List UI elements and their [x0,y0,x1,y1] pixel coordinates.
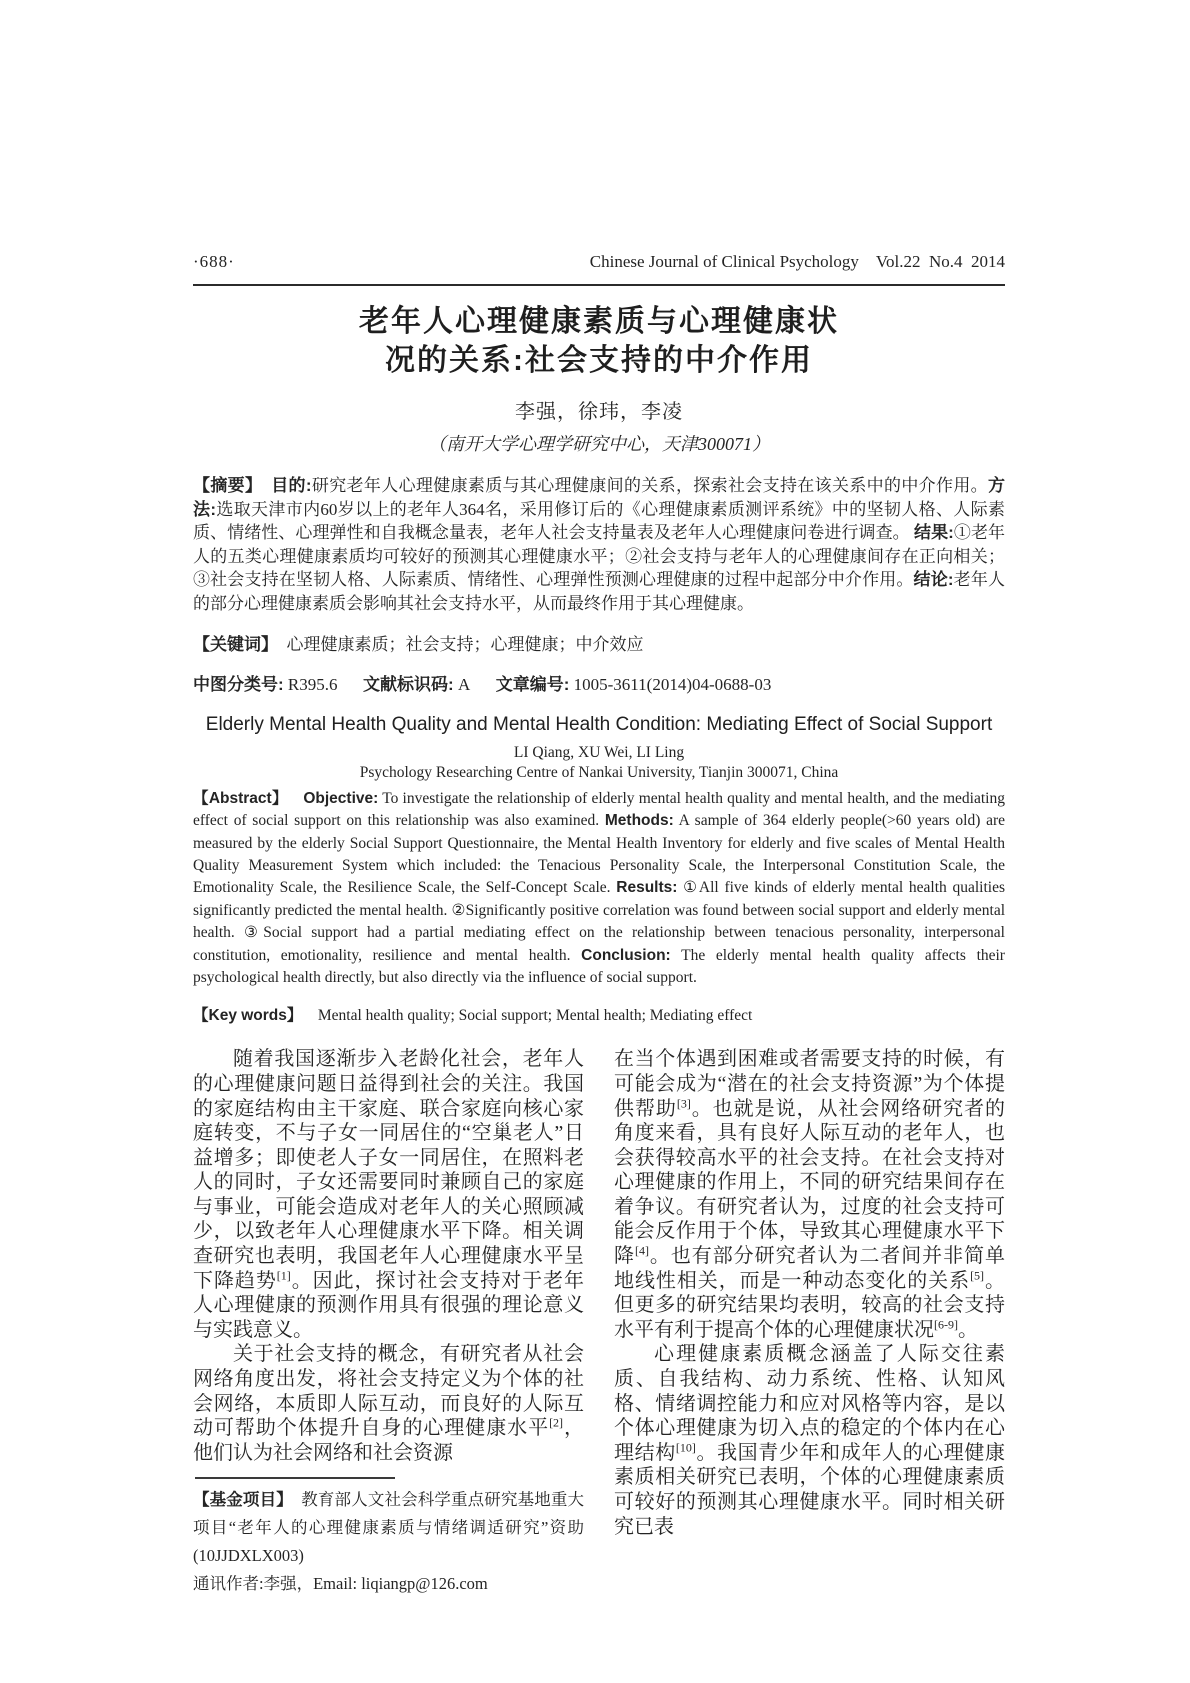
affiliation-en: Psychology Researching Centre of Nankai University, Tianjin 300071, China [359,763,839,781]
classification-line: 中图分类号: R395.6 文献标识码: A 文章编号: 1005-3611(2014)04-0688-03 [193,675,772,695]
affiliation-zh: （南开大学心理学研究中心，天津300071） [428,434,770,454]
paper-page [193,0,1005,1598]
body-paragraph: 关于社会支持的概念，有研究者从社会网络角度出发，将社会支持定义为个体的社会网络，本质即人际互动，而良好的人际互动可帮助个体提升自身的心理健康水平[2]，他们认为社会网络和社会资源 [193,1343,585,1464]
body-columns [193,1047,1005,1598]
abstract-en: 【Abstract】 Objective: To investigate the relationship of elderly mental health quality and mental health, and the mediating effect of social support on this relationship was also examined. Methods: A sample of 364 elderly people(>60 years old) are measured by the elderly Social Support Questionnaire, the Mental Health Inventory for elderly and five scales of Mental Health Quality Measurement System which included: the Tenacious Personality Scale, the Interpersonal Constitution Scale, the Emotionality Scale, the Resilience Scale, the Self-Concept Scale. Results: ①All five kinds of elderly mental health qualities significantly predicted the mental health. ②Significantly positive correlation was found between social support and elderly mental health. ③Social support had a partial mediating effect on the relationship between tenacious personality, interpersonal constitution, emotionality, resilience and mental health. Conclusion: The elderly mental health quality affects their psychological health directly, but also directly via the influence of social support. [193,789,1005,986]
keywords-zh: 【关键词】 心理健康素质；社会支持；心理健康；中介效应 [193,634,644,654]
left-column [193,1047,584,1598]
article-title-zh [193,302,1005,380]
page-number: ·688· [193,252,235,271]
article-title-zh-line2: 况的关系:社会支持的中介作用 [385,344,813,377]
body-paragraph: 在当个体遇到困难或者需要支持的时候，有可能会成为“潜在的社会支持资源”为个体提供帮助[3]。也就是说，从社会网络研究者的角度来看，具有良好人际互动的老年人，也会获得较高水平的社会支持。在社会支持对心理健康的作用上，不同的研究结果间存在着争议。有研究者认为，过度的社会支持可能会反作用于个体，导致其心理健康水平下降[4]。也有部分研究者认为二者间并非简单地线性相关，而是一种动态变化的关系[5]。但更多的研究结果均表明，较高的社会支持水平有利于提高个体的心理健康状况[6-9]。 [614,1048,1006,1341]
corresponding-author-note: 通讯作者:李强，Email: liqiangp@126.com [193,1574,488,1594]
footnote-divider [195,1477,395,1479]
authors-en: LI Qiang, XU Wei, LI Ling [513,743,685,761]
journal-name-volume: Chinese Journal of Clinical Psychology Vol.22 No.4 2014 [589,252,1005,271]
article-title-zh-line1: 老年人心理健康素质与心理健康状 [359,305,839,338]
keywords-en: 【Key words】 Mental health quality; Social support; Mental health; Mediating effect [193,1006,753,1024]
right-column [614,1047,1005,1598]
body-paragraph: 心理健康素质概念涵盖了人际交往素质、自我结构、动力系统、性格、认知风格、情绪调控能力和应对风格等内容，是以个体心理健康为切入点的稳定的个体内在心理结构[10]。我国青少年和成年人的心理健康素质相关研究已表明，个体的心理健康素质可较好的预测其心理健康水平。同时相关研究已表 [614,1343,1006,1538]
funding-note: 【基金项目】 教育部人文社会科学重点研究基地重大项目“老年人的心理健康素质与情绪调适研究”资助(10JJDXLX003) [193,1490,585,1566]
abstract-zh: 【摘要】 目的:研究老年人心理健康素质与其心理健康间的关系，探索社会支持在该关系中的中介作用。方法:选取天津市内60岁以上的老年人364名，采用修订后的《心理健康素质测评系统》中的坚韧人格、人际素质、情绪性、心理弹性和自我概念量表，老年人社会支持量表及老年人心理健康问卷进行调查。 结果:①老年人的五类心理健康素质均可较好的预测其心理健康水平；②社会支持与老年人的心理健康间存在正向相关；③社会支持在坚韧人格、人际素质、情绪性、心理弹性预测心理健康的过程中起部分中介作用。结论:老年人的部分心理健康素质会影响其社会支持水平，从而最终作用于其心理健康。 [193,476,1006,613]
journal-header [193,252,1005,286]
authors-zh: 李强，徐玮，李凌 [515,401,683,423]
article-title-en: Elderly Mental Health Quality and Mental Health Condition: Mediating Effect of Social Support [205,713,993,735]
body-paragraph: 随着我国逐渐步入老龄化社会，老年人的心理健康问题日益得到社会的关注。我国的家庭结构由主干家庭、联合家庭向核心家庭转变，不与子女一同居住的“空巢老人”日益增多；即使老人子女一同居住，在照料老人的同时，子女还需要同时兼顾自己的家庭与事业，可能会造成对老年人的关心照顾减少，以致老年人心理健康水平下降。相关调查研究也表明，我国老年人心理健康水平呈下降趋势[1]。因此，探讨社会支持对于老年人心理健康的预测作用具有很强的理论意义与实践意义。 [193,1048,585,1341]
